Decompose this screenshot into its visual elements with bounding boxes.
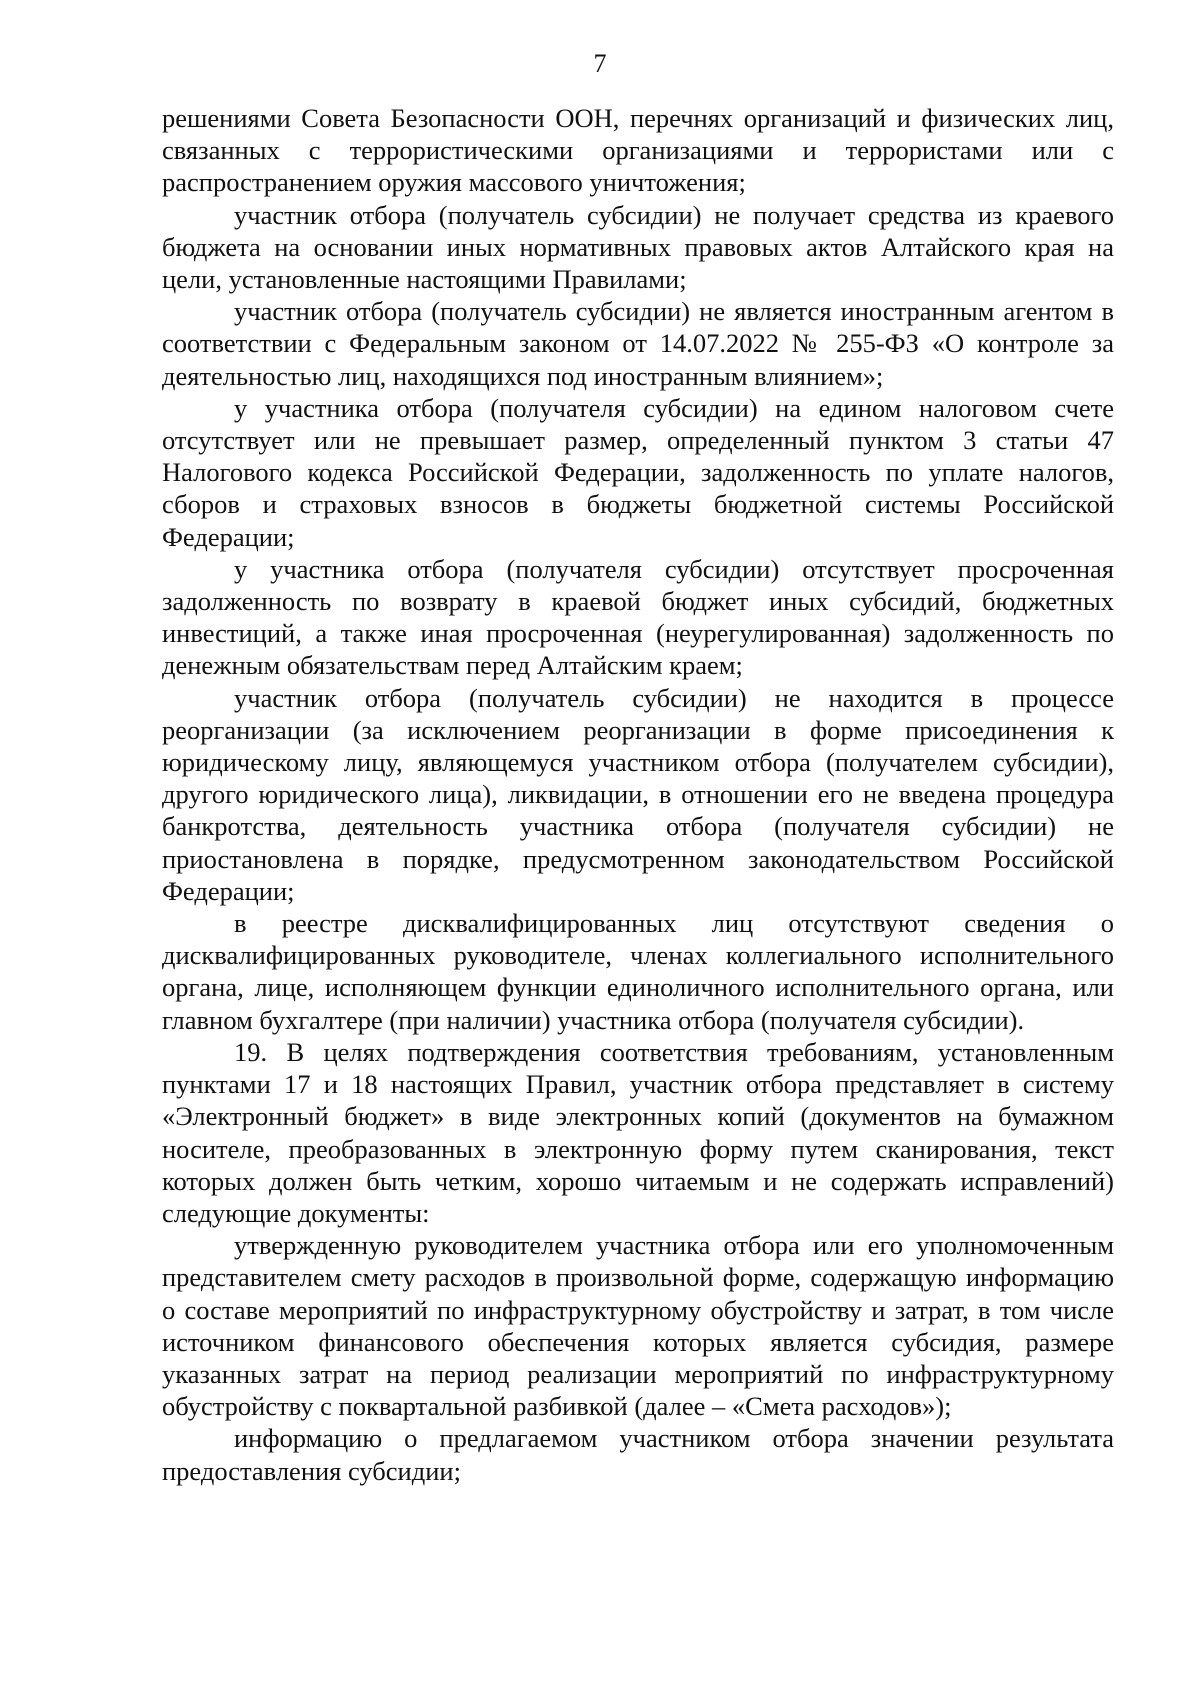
paragraph-cost-estimate: утвержденную руководителем участника отбора или его уполномоченным представителем смету расходов в произвольной форме, содержащую информацию о составе мероприятий по инфраструктурному обустройству и затрат, в том числе источником финансового обеспечения которых является субсидия, размере указанных затрат на период реализации мероприятий по инфраструктурному обустройству с поквартальной разбивкой (далее – «Смета расходов»);	[162, 1230, 1114, 1422]
paragraph-not-foreign-agent: участник отбора (получатель субсидии) не является иностранным агентом в соответствии с Федеральным законом от 14.07.2022 № 255-ФЗ «О контроле за деятельностью лиц, находящихся под иностранным влиянием»;	[162, 296, 1114, 391]
paragraph-no-other-funds: участник отбора (получатель субсидии) не получает средства из краевого бюджета на основании иных нормативных правовых актов Алтайского края на цели, установленные настоящими Правилами;	[162, 199, 1114, 295]
paragraph-tax-debt: у участника отбора (получателя субсидии) на едином налоговом счете отсутствует или не превышает размер, определенный пунктом 3 статьи 47 Налогового кодекса Российской Федерации, задолженность по уплате налогов, сборов и страховых взносов в бюджеты бюджетной системы Российской Федерации;	[162, 392, 1114, 552]
paragraph-item-19: 19. В целях подтверждения соответствия требованиям, установленным пунктами 17 и 18 настоящих Правил, участник отбора представляет в систему «Электронный бюджет» в виде электронных копий (документов на бумажном носителе, преобразованных в электронную форму путем сканирования, текст которых должен быть четким, хорошо читаемым и не содержать исправлений) следующие документы:	[162, 1036, 1114, 1228]
document-body	[162, 102, 1114, 1487]
paragraph-overdue-debt: у участника отбора (получателя субсидии) отсутствует просроченная задолженность по возврату в краевой бюджет иных субсидий, бюджетных инвестиций, а также иная просроченная (неурегулированная) задолженность по денежным обязательствам перед Алтайским краем;	[162, 553, 1114, 681]
paragraph-continuation: решениями Совета Безопасности ООН, перечнях организаций и физических лиц, связанных с террористическими организациями и террористами или с распространением оружия массового уничтожения;	[162, 103, 1114, 198]
paragraph-disqualified-persons: в реестре дисквалифицированных лиц отсутствуют сведения о дисквалифицированных руководителе, членах коллегиального исполнительного органа, лице, исполняющем функции единоличного исполнительного органа, или главном бухгалтере (при наличии) участника отбора (получателя субсидии).	[162, 908, 1114, 1035]
paragraph-result-value: информацию о предлагаемом участником отбора значении результата предоставления субсидии;	[162, 1423, 1114, 1486]
paragraph-reorganization: участник отбора (получатель субсидии) не находится в процессе реорганизации (за исключением реорганизации в форме присоединения к юридическому лицу, являющемуся участником отбора (получателем субсидии), другого юридического лица), ликвидации, в отношении его не введена процедура банкротства, деятельность участника отбора (получателя субсидии) не приостановлена в порядке, предусмотренном законодательством Российской Федерации;	[162, 682, 1114, 906]
page-number: 7	[593, 49, 607, 78]
